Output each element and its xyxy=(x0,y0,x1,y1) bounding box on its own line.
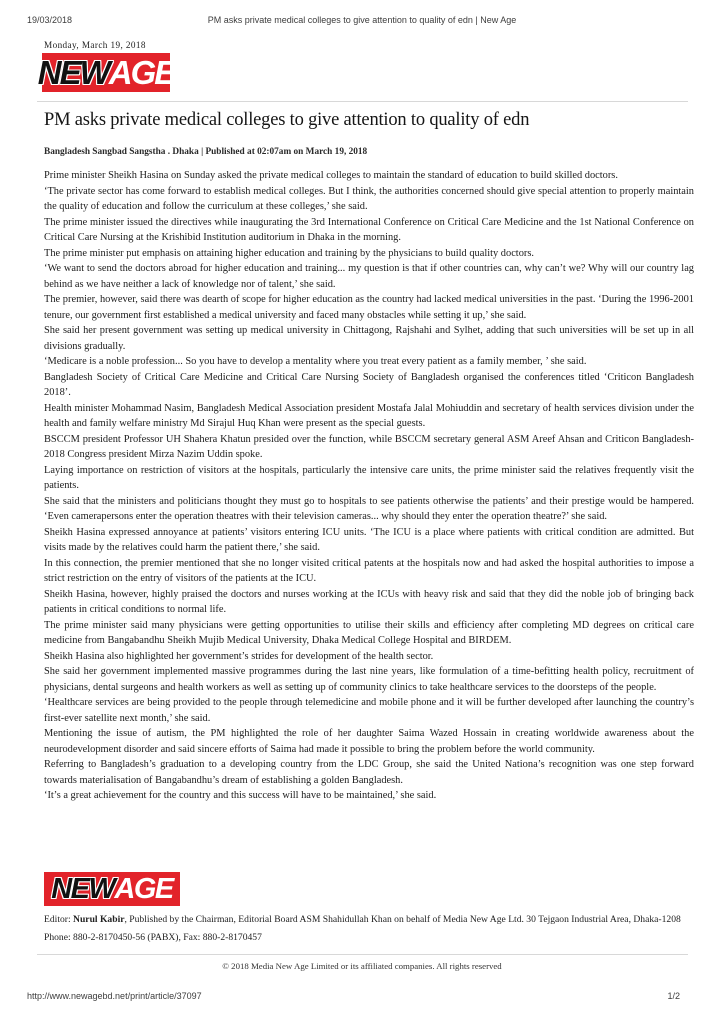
editor-label: Editor: xyxy=(44,914,74,925)
logo-age-text: AGE xyxy=(108,54,175,91)
logo-age-text: AGE xyxy=(114,872,173,905)
footer-copyright: © 2018 Media New Age Limited or its affiliated companies. All rights reserved xyxy=(222,961,502,971)
article-paragraph: ‘The private sector has come forward to establish medical colleges. But I think, the authorities concerned should give special attention to properly maintain the quality of education and follow the curriculum at these colleges,’ she said. xyxy=(44,185,694,212)
article-paragraph: The prime minister put emphasis on attaining higher education and training by the physicians to build quality doctors. xyxy=(44,247,534,259)
article-paragraph: The prime minister issued the directives while inaugurating the 3rd International Conference on Critical Care Medicine and the 1st National Conference on Critical Care Nursing at the Krishibid Institution auditorium in Dhaka in the morning. xyxy=(44,216,694,243)
article-headline: PM asks private medical colleges to give attention to quality of edn xyxy=(44,110,530,130)
article-paragraph: Sheikh Hasina also highlighted her government’s strides for development of the health sector. xyxy=(44,650,434,662)
article-paragraph: Laying importance on restriction of visitors at the hospitals, particularly the intensive care units, the prime minister said the relatives frequently visit the patients. xyxy=(44,464,694,491)
editor-name: Nurul Kabir xyxy=(73,914,125,925)
print-header-date: 19/03/2018 xyxy=(27,15,73,25)
article-paragraph: ‘It’s a great achievement for the country and this success will have to be maintained,’ she said. xyxy=(44,790,437,801)
newage-logo-footer xyxy=(44,872,180,906)
print-header-title: PM asks private medical colleges to give attention to quality of edn | New Age xyxy=(207,15,517,25)
article-paragraph: The premier, however, said there was dearth of scope for higher education as the country had lacked medical universities in the past. ‘During the 1996-2001 tenure, our government first established a medical university and faced many obstacles while setting it up,’ she said. xyxy=(44,294,694,321)
article-paragraph: ‘Medicare is a noble profession... So you have to develop a mentality where you treat every patient as a family member, ’ she said. xyxy=(44,356,587,367)
newage-logo xyxy=(37,53,175,92)
header-divider xyxy=(37,101,688,102)
article-paragraph: Health minister Mohammad Nasim, Bangladesh Medical Association president Mostafa Jalal Mohiuddin and secretary of health services division under the health and family welfare ministry Md Sirajul Huq Khan were present as the special guests. xyxy=(44,402,694,429)
logo-new-text: NEW xyxy=(51,872,115,905)
editor-details: , Published by the Chairman, Editorial Board ASM Shahidullah Khan on behalf of Media New Age Ltd. 30 Tejgaon Industrial Area, Dhaka-1208 xyxy=(124,914,681,925)
article-paragraph: She said her government implemented massive programmes during the last nine years, like formulation of a time-befitting health policy, recruitment of physicians, dental surgeons and health workers as well as setting up of community clinics to take healthcare services to the doorsteps of the people. xyxy=(44,666,694,693)
article-paragraph: Bangladesh Society of Critical Care Medicine and Critical Care Nursing Society of Bangladesh organised the conferences titled ‘Criticon Bangladesh 2018’. xyxy=(44,371,694,398)
article-paragraph: BSCCM president Professor UH Shahera Khatun presided over the function, while BSCCM secretary general ASM Areef Ahsan and Criticon Bangladesh-2018 Congress president Mirza Nazim Uddin spoke. xyxy=(44,433,694,460)
article-paragraph: ‘Healthcare services are being provided to the people through telemedicine and mobile phone and it will be further developed after launching the country’s first-ever satellite next month,’ she said. xyxy=(44,697,694,724)
article-paragraph: Sheikh Hasina expressed annoyance at patients’ visitors entering ICU units. ‘The ICU is a place where patients with critical condition are admitted. But visits made by the relatives could harm the patient there,’ she said. xyxy=(44,526,694,553)
footer-editor-line xyxy=(44,911,706,929)
article-paragraph: She said that the ministers and politicians thought they must go to hospitals to see patients otherwise the patients’ and their prestige would be hampered. ‘Even camerapersons enter the operation theatres with their television cameras... why should they enter the operation theatre?’ she said. xyxy=(44,495,694,522)
article-body xyxy=(44,168,694,804)
article-paragraph: Mentioning the issue of autism, the PM highlighted the role of her daughter Saima Wazed Hossain in creating worldwide awareness about the neurodevelopment disorder and said sincere efforts of Saima had made it possible to bring the problem before the world community. xyxy=(44,728,694,755)
print-footer-page-number: 1/2 xyxy=(667,991,680,1001)
article-paragraph: Prime minister Sheikh Hasina on Sunday asked the private medical colleges to maintain the standard of education to build skilled doctors. xyxy=(44,170,618,181)
article-paragraph: In this connection, the premier mentioned that she no longer visited critical patents at the hospitals now and had asked the hospital authorities to impose a strict restriction on the entry of visitors of the patients at the ICU. xyxy=(44,557,694,584)
article-paragraph: Sheikh Hasina, however, highly praised the doctors and nurses working at the ICUs with heavy risk and said that they did the noble job of bringing back patients in critical conditions to normal life. xyxy=(44,588,694,615)
article-paragraph: She said her present government was setting up medical university in Chittagong, Rajshahi and Sylhet, adding that such universities will be set up in all divisions gradually. xyxy=(44,325,694,352)
article-byline: Bangladesh Sangbad Sangstha . Dhaka | Published at 02:07am on March 19, 2018 xyxy=(44,147,368,157)
footer-phone-line: Phone: 880-2-8170450-56 (PABX), Fax: 880-2-8170457 xyxy=(44,931,262,943)
footer-divider xyxy=(37,954,688,955)
footer-publisher-block xyxy=(44,911,706,946)
masthead-date: Monday, March 19, 2018 xyxy=(44,40,146,50)
print-footer-url: http://www.newagebd.net/print/article/37097 xyxy=(27,991,202,1001)
article-paragraph: Referring to Bangladesh’s graduation to a developing country from the LDC Group, she said the United Nationa’s recognition was one step forward towards materialisation of Bangabandhu’s dream of establishing a golden Bangladesh. xyxy=(44,759,694,786)
article-paragraph: ‘We want to send the doctors abroad for higher education and training... my question is that if other countries can, why can’t we? Why will our country lag behind as we have neither a lack of knowledge nor of talent,’ she said. xyxy=(44,263,694,290)
article-paragraph: The prime minister said many physicians were getting opportunities to utilise their skills and efficiency after completing MD degrees on critical care medicine from Bangabandhu Sheikh Mujib Medical University, Dhaka Medical College Hospital and BIRDEM. xyxy=(44,619,694,646)
logo-new-text: NEW xyxy=(37,54,109,91)
